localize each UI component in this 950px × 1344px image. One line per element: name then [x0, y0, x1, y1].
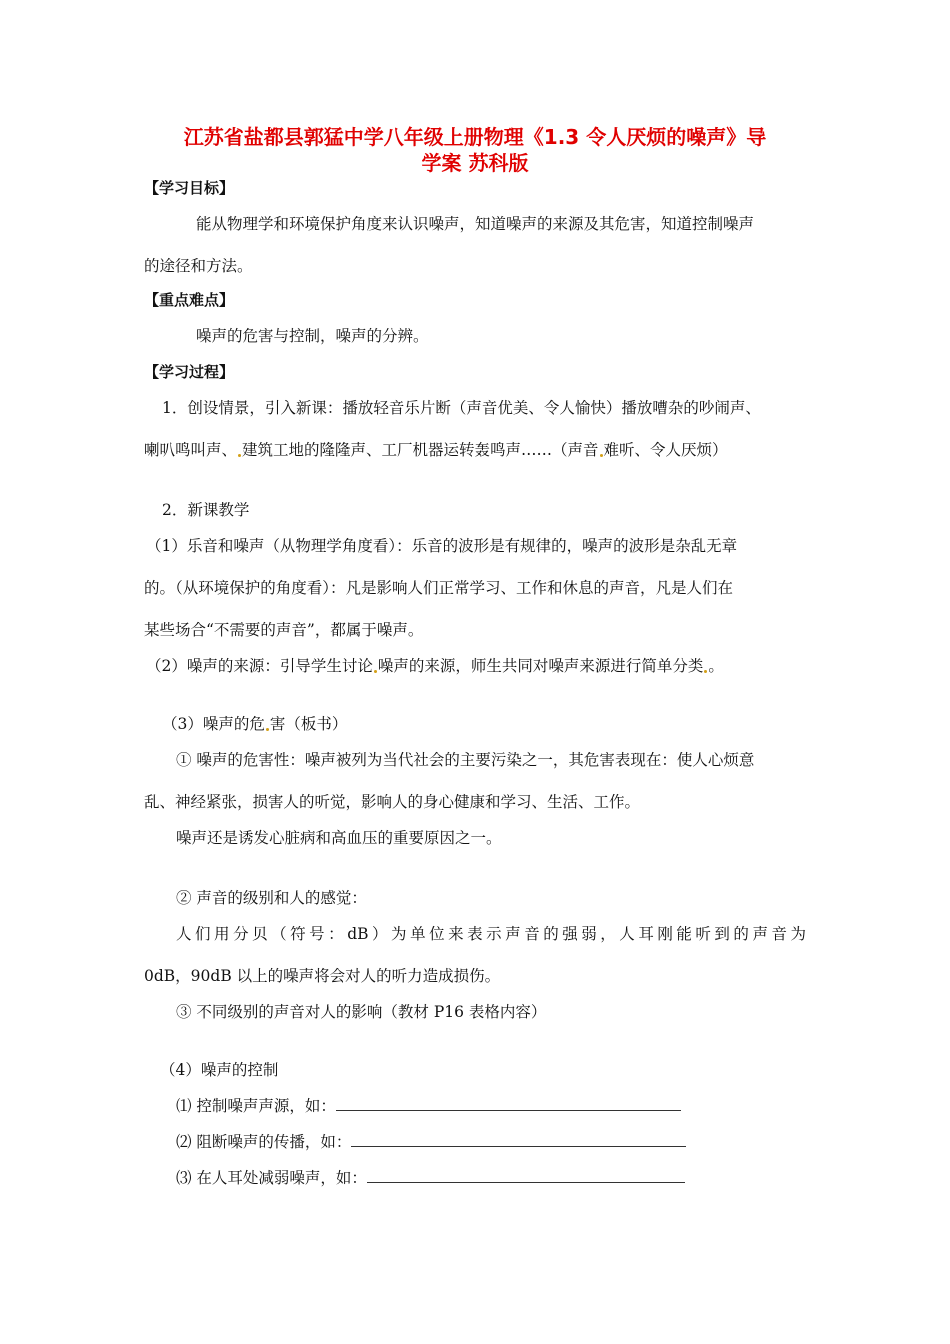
control-item-2-label: ⑵ 阻断噪声的传播，如： [176, 1133, 352, 1151]
fill-in-blank[interactable] [351, 1132, 686, 1147]
noise-sources-text [146, 656, 724, 676]
document-title-line-1: 江苏省盐都县郭猛中学八年级上册物理《1.3 令人厌烦的噪声》导 [183, 125, 767, 149]
highlight-dot [704, 670, 707, 673]
document-title-line-2: 学案 苏科版 [421, 151, 529, 175]
harm-2-line-2: 0dB，90dB 以上的噪声将会对人的听力造成损伤。 [144, 967, 501, 985]
step-2-heading: 2．新课教学 [162, 501, 250, 519]
highlight-dot [238, 454, 241, 457]
harm-1-line-3: 噪声还是诱发心脏病和高血压的重要原因之一。 [176, 829, 502, 847]
step-1-text-part-b: 建筑工地的隆隆声、工厂机器运转轰鸣声……（声音 [242, 441, 599, 459]
music-vs-noise-line-3: 某些场合“不需要的声音”，都属于噪声。 [144, 621, 424, 639]
learning-goals-text-line-2: 的途径和方法。 [144, 257, 253, 275]
harm-3-text: ③ 不同级别的声音对人的影响（教材 P16 表格内容） [176, 1003, 547, 1021]
step-1-text-part-c: 难听、令人厌烦） [603, 441, 728, 459]
noise-sources-part-a: （2）噪声的来源：引导学生讨论 [146, 657, 373, 675]
noise-sources-part-c: 。 [708, 657, 724, 675]
learning-goals-text-line-1: 能从物理学和环境保护角度来认识噪声，知道噪声的来源及其危害，知道控制噪声 [196, 215, 755, 233]
learning-goals-heading: 【学习目标】 [144, 179, 235, 197]
fill-in-blank[interactable] [336, 1096, 681, 1111]
step-1-text-line-2 [144, 440, 728, 460]
control-item-1-label: ⑴ 控制噪声声源，如： [176, 1097, 336, 1115]
highlight-dot [374, 670, 377, 673]
control-item-3-label: ⑶ 在人耳处减弱噪声，如： [176, 1169, 367, 1187]
highlight-dot [266, 728, 269, 731]
harm-2-heading: ② 声音的级别和人的感觉： [176, 889, 367, 907]
highlight-dot [600, 454, 603, 457]
noise-harm-heading-part-b: 害（板书） [269, 715, 348, 733]
noise-sources-part-b: 噪声的来源，师生共同对噪声来源进行简单分类 [377, 657, 704, 675]
key-points-text: 噪声的危害与控制，噪声的分辨。 [196, 327, 429, 345]
harm-1-line-2: 乱、神经紧张，损害人的听觉，影响人的身心健康和学习、生活、工作。 [144, 793, 641, 811]
music-vs-noise-line-2: 的。（从环境保护的角度看）：凡是影响人们正常学习、工作和休息的声音，凡是人们在 [144, 579, 734, 597]
control-item-2 [176, 1132, 686, 1152]
noise-control-heading: （4）噪声的控制 [160, 1061, 279, 1079]
learning-process-heading: 【学习过程】 [144, 363, 235, 381]
step-1-text-line-1: 1．创设情景，引入新课：播放轻音乐片断（声音优美、令人愉快）播放嘈杂的吵闹声、 [162, 399, 761, 417]
noise-harm-heading [162, 714, 347, 734]
key-points-heading: 【重点难点】 [144, 291, 235, 309]
noise-harm-heading-part-a: （3）噪声的危 [162, 715, 265, 733]
control-item-1 [176, 1096, 681, 1116]
step-1-text-part-a: 喇叭鸣叫声、 [144, 441, 238, 459]
fill-in-blank[interactable] [367, 1168, 685, 1183]
music-vs-noise-line-1: （1）乐音和噪声（从物理学角度看）：乐音的波形是有规律的，噪声的波形是杂乱无章 [146, 537, 738, 555]
control-item-3 [176, 1168, 685, 1188]
harm-1-line-1: ① 噪声的危害性：噪声被列为当代社会的主要污染之一，其危害表现在：使人心烦意 [176, 751, 755, 769]
harm-2-line-1: 人们用分贝（符号：dB）为单位来表示声音的强弱，人耳刚能听到的声音为 [176, 925, 806, 943]
